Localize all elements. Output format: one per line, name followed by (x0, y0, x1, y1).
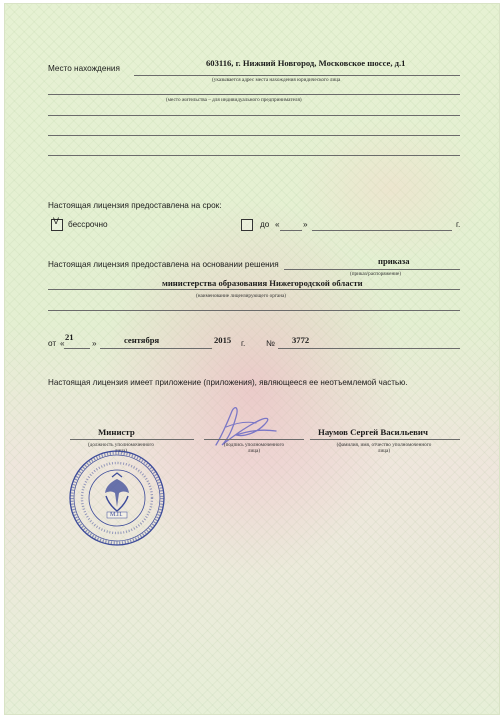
location-caption-legal: (указывается адрес места нахождения юридического лица (212, 77, 341, 83)
until-quote-open: « (275, 220, 280, 229)
date-prefix: от (48, 339, 57, 348)
stamp-mark: М.П. (110, 512, 123, 518)
date-day-line (64, 348, 90, 349)
basis-authority: министерства образования Нижегородской области (162, 278, 363, 288)
location-caption-individual: (место жительства – для индивидуального предпринимателя) (166, 97, 302, 103)
check-mark: V (53, 216, 60, 226)
name-line (310, 439, 460, 440)
unlimited-checkbox (51, 216, 63, 231)
decision-number: 3772 (292, 335, 310, 345)
basis-doc-line (284, 269, 460, 270)
basis-doc-type: приказа (378, 256, 410, 266)
location-address: 603116, г. Нижний Новгород, Московское шоссе, д.1 (206, 58, 406, 68)
number-line (278, 348, 460, 349)
date-month: сентября (124, 335, 160, 345)
caption-position: (должность уполномоченного лица) (88, 442, 154, 454)
until-quote-close: » (303, 220, 308, 229)
basis-label: Настоящая лицензия предоставлена на основании решения (48, 260, 279, 269)
basis-authority-line (48, 289, 460, 290)
until-year-suffix: г. (456, 220, 461, 229)
date-quote-close: » (92, 339, 97, 348)
blank-line (48, 94, 460, 95)
basis-caption-authority: (наименование лицензирующего органа) (196, 293, 287, 299)
signer-position: Министр (98, 427, 135, 437)
date-day: 21 (65, 332, 74, 342)
date-quote-open: « (60, 339, 65, 348)
official-stamp (66, 449, 168, 547)
date-year: 2015 (214, 335, 232, 345)
location-line (134, 75, 460, 76)
blank-line (48, 135, 460, 136)
term-label: Настоящая лицензия предоставлена на срок: (48, 201, 222, 210)
until-day-line (280, 230, 302, 231)
until-label: до (260, 220, 270, 229)
unlimited-label: бессрочно (68, 220, 108, 229)
number-label: № (266, 339, 275, 348)
until-checkbox (241, 219, 253, 231)
blank-line (48, 310, 460, 311)
location-label: Место нахождения (48, 64, 120, 73)
date-month-line (100, 348, 212, 349)
blank-line (48, 115, 460, 116)
caption-name: (фамилия, имя, отчество уполномоченного лица) (336, 442, 432, 454)
blank-line (48, 155, 460, 156)
license-page (4, 3, 500, 715)
position-line (70, 439, 194, 440)
basis-caption-doc-type: (приказ/распоряжение) (350, 271, 402, 277)
until-date-line (312, 230, 452, 231)
caption-signature: (подпись уполномоченного лица) (223, 442, 285, 454)
signer-name: Наумов Сергей Васильевич (318, 427, 428, 437)
signature-line (204, 439, 304, 440)
date-year-suffix: г. (241, 339, 246, 348)
annex-note: Настоящая лицензия имеет приложение (приложения), являющееся ее неотъемлемой частью. (48, 378, 408, 387)
